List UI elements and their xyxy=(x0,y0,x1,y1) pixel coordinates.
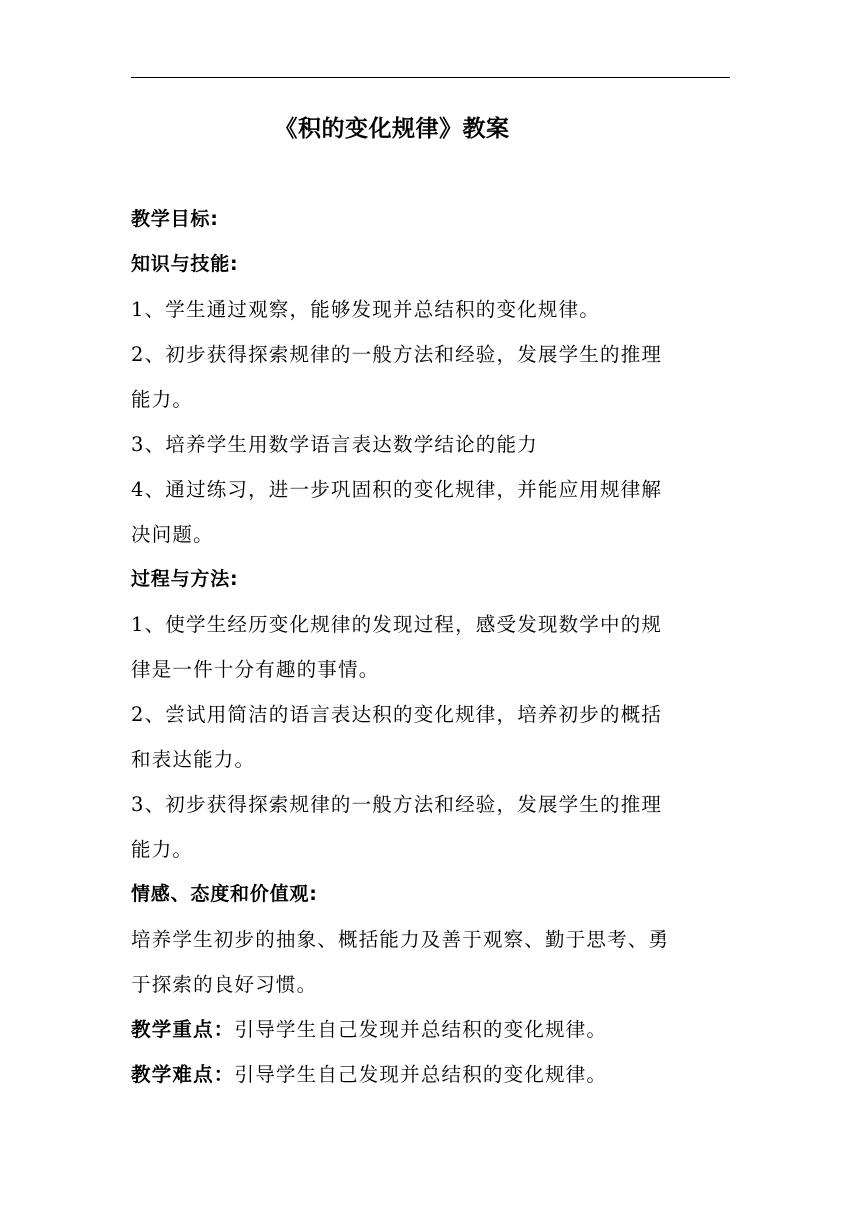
paragraph-line: 能力。 xyxy=(131,838,194,861)
paragraph-line: 4、通过练习，进一步巩固积的变化规律，并能应用规律解 xyxy=(131,478,663,501)
paragraph-line: 能力。 xyxy=(131,388,194,411)
heading-teaching-goals: 教学目标: xyxy=(131,208,219,230)
document-body xyxy=(131,197,731,1097)
difficult-point-label: 教学难点： xyxy=(131,1063,235,1086)
heading-knowledge-skills: 知识与技能: xyxy=(131,253,239,275)
paragraph-line: 律是一件十分有趣的事情。 xyxy=(131,658,380,681)
key-point-line xyxy=(131,1007,731,1052)
paragraph-line: 1、使学生经历变化规律的发现过程，感受发现数学中的规 xyxy=(131,613,663,636)
difficult-point-line xyxy=(131,1052,731,1097)
paragraph-line: 于探索的良好习惯。 xyxy=(131,973,318,996)
paragraph-line: 2、初步获得探索规律的一般方法和经验，发展学生的推理 xyxy=(131,343,663,366)
key-point-label: 教学重点： xyxy=(131,1018,235,1041)
document-title-text: 《积的变化规律》教案 xyxy=(274,116,510,142)
paragraph-line: 1、学生通过观察，能够发现并总结积的变化规律。 xyxy=(131,298,601,321)
paragraph-line: 培养学生初步的抽象、概括能力及善于观察、勤于思考、勇 xyxy=(131,928,670,951)
key-point-text: 引导学生自己发现并总结积的变化规律。 xyxy=(234,1018,608,1041)
difficult-point-text: 引导学生自己发现并总结积的变化规律。 xyxy=(234,1063,608,1086)
paragraph-line: 3、培养学生用数学语言表达数学结论的能力 xyxy=(131,433,538,456)
paragraph-line: 决问题。 xyxy=(131,523,214,546)
document-title xyxy=(0,110,860,143)
heading-process-methods: 过程与方法: xyxy=(131,568,239,590)
header-rule xyxy=(131,77,730,78)
heading-emotion-attitude-values: 情感、态度和价值观: xyxy=(131,883,318,905)
paragraph-line: 和表达能力。 xyxy=(131,748,256,771)
paragraph-line: 3、初步获得探索规律的一般方法和经验，发展学生的推理 xyxy=(131,793,663,816)
paragraph-line: 2、尝试用简洁的语言表达积的变化规律，培养初步的概括 xyxy=(131,703,663,726)
